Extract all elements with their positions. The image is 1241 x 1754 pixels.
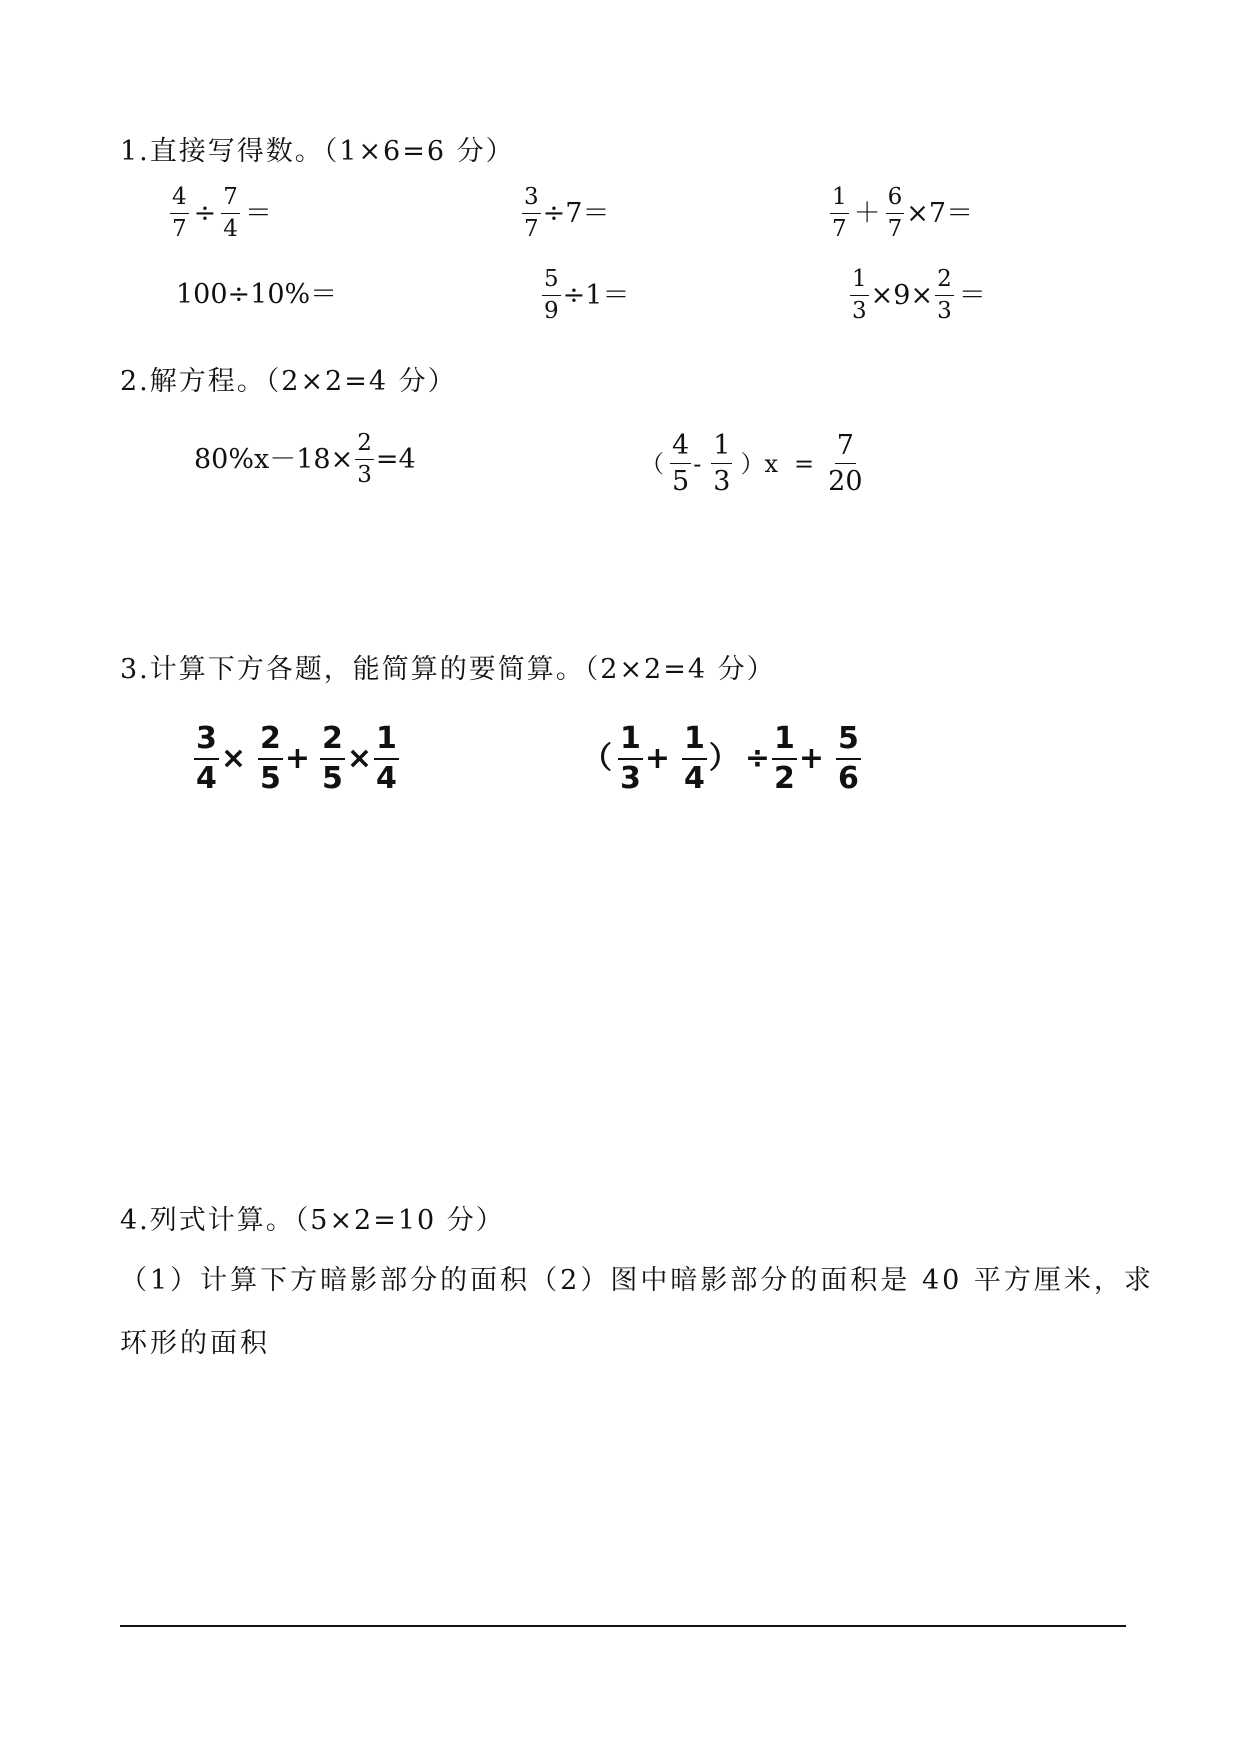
q1-expr-1: $\frac{4}{7}$ ÷ $\frac{7}{4}$ ＝ [172,184,272,242]
q3-expr-1: $\frac{3}{4}$ × $\frac{2}{5}$ + $\frac{2}{5}$ × $\frac{1}{4}$ [196,721,397,796]
fraction: $\frac{1}{3}$ [713,430,731,497]
fraction: $\frac{1}{4}$ [684,721,705,796]
q3-heading: 3.计算下方各题，能简算的要简算。（2×2=4 分） [120,654,776,685]
bottom-rule [120,1625,1126,1627]
q1-expr-3: $\frac{1}{7}$ ＋ $\frac{6}{7}$ ×7＝ [832,184,974,242]
fraction: $\frac{6}{7}$ [887,184,903,242]
fraction: $\frac{4}{7}$ [172,184,187,242]
fraction: $\frac{5}{6}$ [838,721,859,796]
q4-line-2: 环形的面积 [120,1328,270,1359]
fraction: $\frac{1}{2}$ [774,721,795,796]
fraction: $\frac{1}{3}$ [620,721,641,796]
fraction: $\frac{4}{5}$ [672,430,690,497]
q2-expr-2: （ $\frac{4}{5}$ - $\frac{1}{3}$ ）x = $\frac{7}{20}$ [640,430,863,497]
fraction: $\frac{3}{7}$ [524,184,539,242]
q4-heading: 4.列式计算。（5×2=10 分） [120,1205,505,1236]
q2-heading: 2.解方程。（2×2=4 分） [120,366,457,397]
fraction: $\frac{2}{5}$ [260,721,281,796]
fraction: $\frac{7}{20}$ [828,430,863,497]
q2-expr-1: 80%x－18× $\frac{2}{3}$ =4 [194,430,416,488]
fraction: $\frac{2}{3}$ [937,266,952,324]
q1-expr-2: $\frac{3}{7}$ ÷7＝ [524,184,610,242]
q1-expr-5: $\frac{5}{9}$ ÷1＝ [544,266,630,324]
fraction: $\frac{2}{3}$ [357,430,372,488]
fraction: $\frac{1}{4}$ [376,721,397,796]
fraction: $\frac{2}{5}$ [322,721,343,796]
q1-heading: 1.直接写得数。（1×6=6 分） [120,136,515,167]
fraction: $\frac{1}{3}$ [852,266,867,324]
fraction: $\frac{1}{7}$ [832,184,847,242]
q4-line-1: （1）计算下方暗影部分的面积（2）图中暗影部分的面积是 40 平方厘米，求 [120,1265,1154,1296]
fraction: $\frac{7}{4}$ [223,184,238,242]
fraction: $\frac{5}{9}$ [544,266,559,324]
fraction: $\frac{3}{4}$ [196,721,217,796]
q1-expr-6: $\frac{1}{3}$ ×9× $\frac{2}{3}$ ＝ [852,266,986,324]
q1-expr-4: 100÷10%＝ [176,279,338,310]
q3-expr-2: （ $\frac{1}{3}$ + $\frac{1}{4}$ ） ÷ $\frac{1}{2}$ + $\frac{5}{6}$ [582,721,859,796]
